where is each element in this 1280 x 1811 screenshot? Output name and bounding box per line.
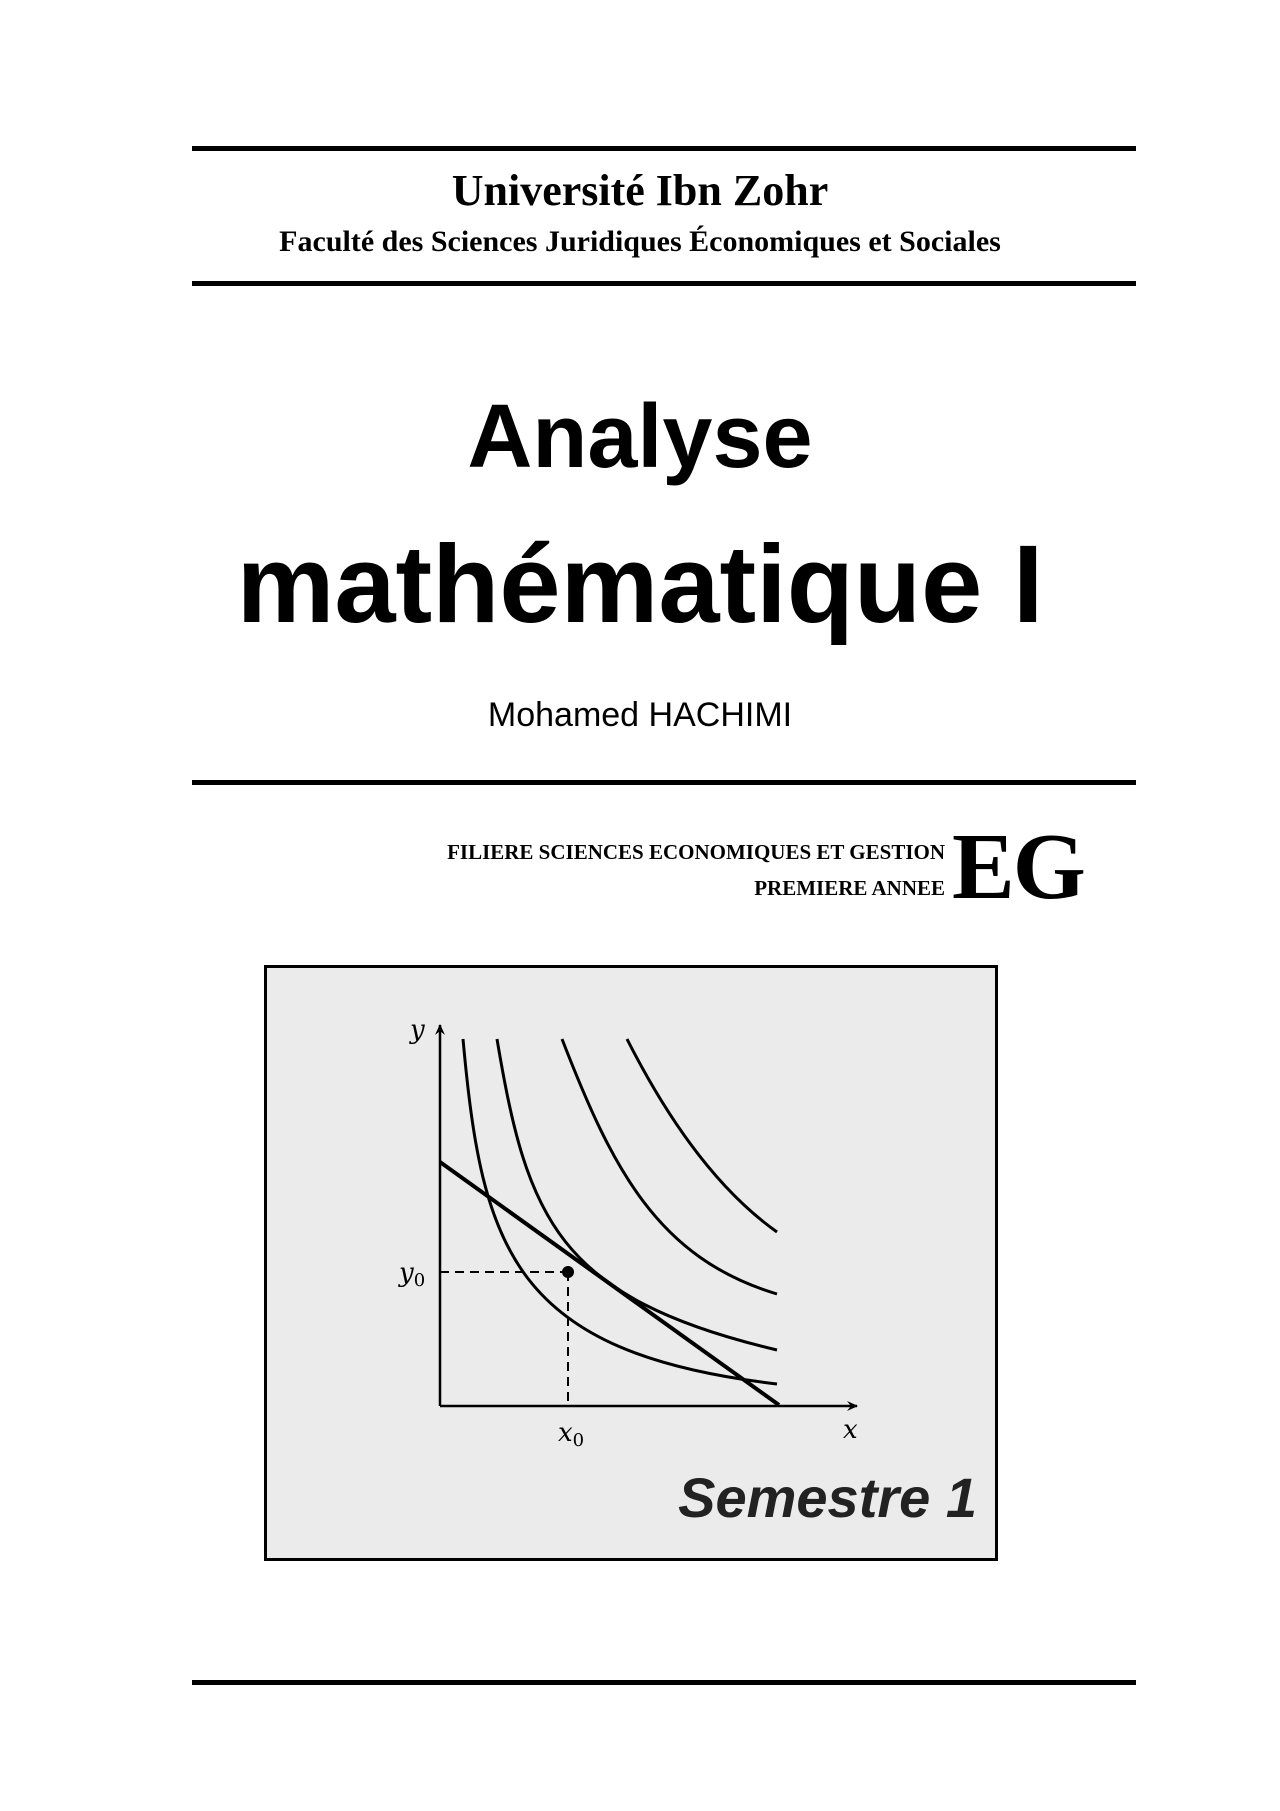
x0-label: x0: [558, 1418, 585, 1451]
track-line-1: FILIERE SCIENCES ECONOMIQUES ET GESTION: [447, 840, 945, 864]
semester-label: Semestre 1: [678, 1466, 977, 1529]
title-line-1: Analyse: [467, 387, 813, 487]
author-name: Mohamed HACHIMI: [487, 696, 793, 734]
eg-logo: EG: [952, 815, 1084, 919]
faculty-name: Faculté des Sciences Juridiques Économiques et Sociales: [279, 225, 1001, 258]
y0-label: y0: [399, 1258, 426, 1291]
bottom-rule: [192, 1680, 1136, 1685]
cover-illustration: [264, 965, 998, 1561]
optimum-point: [562, 1266, 574, 1278]
budget-line: [440, 1162, 779, 1405]
indifference-curve-4: [627, 1039, 777, 1232]
title-line-2: mathématique I: [236, 523, 1044, 646]
header-bottom-rule: [192, 281, 1136, 286]
track-line-2: PREMIERE ANNEE: [754, 876, 945, 900]
x-axis-label: x: [843, 1415, 858, 1445]
top-rule: [192, 146, 1136, 151]
y-axis-label: y: [410, 1015, 425, 1045]
indifference-curve-3: [562, 1039, 777, 1294]
author-bottom-rule: [192, 780, 1136, 785]
university-name: Université Ibn Zohr: [451, 166, 829, 215]
